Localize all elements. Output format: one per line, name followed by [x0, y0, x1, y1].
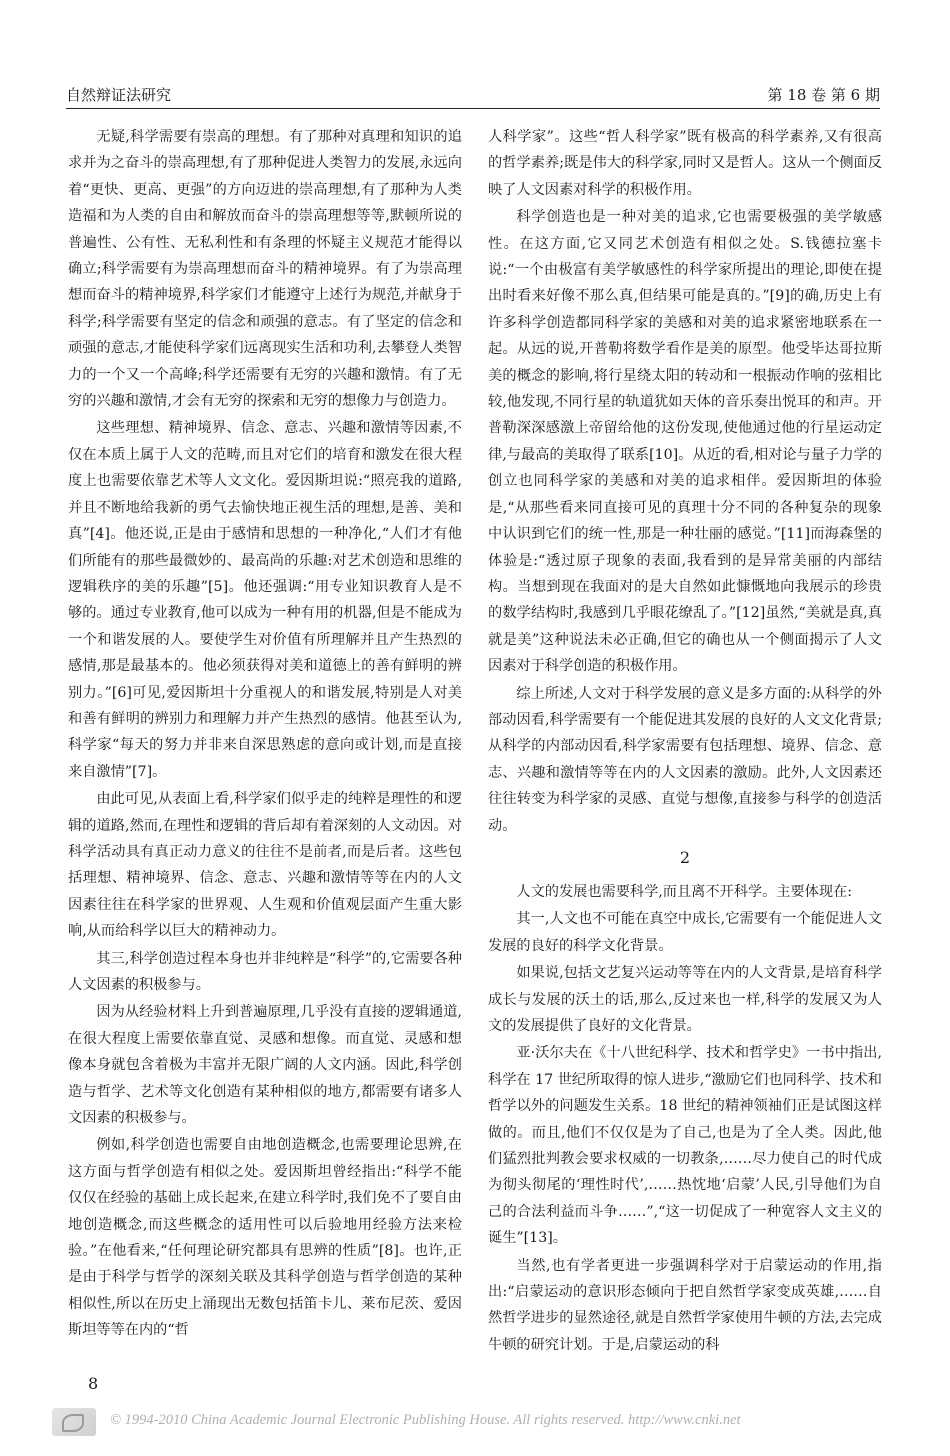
footer	[52, 1406, 912, 1438]
paragraph: 科学创造也是一种对美的追求,它也需要极强的美学敏感性。在这方面,它又同艺术创造有相似之处。S.钱德拉塞卡说:“一个由极富有美学敏感性的科学家所提出的理论,即使在提出时看来好像不那么真,但结果可能是真的。”[9]的确,历史上有许多科学创造都同科学家的美感和对美的追求紧密地联系在一起。从远的说,开普勒将数学看作是美的原型。他受毕达哥拉斯美的概念的影响,将行星绕太阳的转动和一根振动作响的弦相比较,他发现,不同行星的轨道犹如天体的音乐奏出悦耳的和声。开普勒深深感激上帝留给他的这份发现,使他通过他的行星运动定律,与最高的美取得了联系[10]。从近的看,相对论与量子力学的创立也同科学家的美感和对美的追求相伴。爱因斯坦的体验是,“从那些看来同直接可见的真理十分不同的各种复杂的现象中认识到它们的统一性,那是一种壮丽的感觉。”[11]而海森堡的体验是:“透过原子现象的表面,我看到的是异常美丽的内部结构。当想到现在我面对的是大自然如此慷慨地向我展示的珍贵的数学结构时,我感到几乎眼花缭乱了。”[12]虽然,“美就是真,真就是美”这种说法未必正确,但它的确也从一个侧面揭示了人文因素对于科学创造的积极作用。	[488, 209, 882, 675]
paragraph: 当然,也有学者更进一步强调科学对于启蒙运动的作用,指出:“启蒙运动的意识形态倾向于把自然哲学家变成英雄,……自然哲学进步的显然途径,就是自然哲学家使用牛顿的方法,去完成牛顿的研究计划。于是,启蒙运动的科	[488, 1257, 882, 1353]
copyright-notice: © 1994-2010 China Academic Journal Electronic Publishing House. All rights reserved. http://www.cnki.net	[110, 1412, 741, 1428]
paragraph: 例如,科学创造也需要自由地创造概念,也需要理论思辨,在这方面与哲学创造有相似之处。爱因斯坦曾经指出:“科学不能仅仅在经验的基础上成长起来,在建立科学时,我们免不了要自由地创造概念,而这些概念的适用性可以后验地用经验方法来检验。”在他看来,“任何理论研究都具有思辨的性质”[8]。也许,正是由于科学与哲学的深刻关联及其科学创造与哲学创造的某种相似性,所以在历史上涌现出无数包括笛卡儿、莱布尼茨、爱因斯坦等等在内的“哲	[68, 1137, 462, 1339]
paragraph: 无疑,科学需要有崇高的理想。有了那种对真理和知识的追求并为之奋斗的崇高理想,有了那种促进人类智力的发展,永远向着“更快、更高、更强”的方向迈进的崇高理想,有了那种为人类造福和为人类的自由和解放而奋斗的崇高理想等等,默顿所说的普遍性、公有性、无私利性和有条理的怀疑主义规范才能得以确立;科学需要有为崇高理想而奋斗的精神境界。有了为崇高理想而奋斗的精神境界,科学家们才能遵守上述行为规范,并献身于科学;科学需要有坚定的信念和顽强的意志。有了坚定的信念和顽强的意志,才能使科学家们远离现实生活和功利,去攀登人类智力的一个又一个高峰;科学还需要有无穷的兴趣和激情。有了无穷的兴趣和激情,才会有无穷的探索和无穷的想像力与创造力。	[68, 129, 462, 410]
running-header	[66, 84, 880, 109]
paragraph: 综上所述,人文对于科学发展的意义是多方面的:从科学的外部动因看,科学需要有一个能促进其发展的良好的人文文化背景;从科学的内部动因看,科学家需要有包括理想、境界、信念、意志、兴趣和激情等等在内的人文因素的激励。此外,人文因素还往往转变为科学家的灵感、直觉与想像,直接参与科学的创造活动。	[488, 685, 882, 834]
paragraph: 由此可见,从表面上看,科学家们似乎走的纯粹是理性的和逻辑的道路,然而,在理性和逻辑的背后却有着深刻的人文动因。对科学活动具有真正动力意义的往往不是前者,而是后者。这些包括理想、精神境界、信念、意志、兴趣和激情等等在内的人文因素往往在科学家的世界观、人生观和价值观层面产生重大影响,从而给科学以巨大的精神动力。	[68, 791, 462, 940]
paragraph: 其一,人文也不可能在真空中成长,它需要有一个能促进人文发展的良好的科学文化背景。	[488, 911, 882, 954]
issue-info: 第 18 卷 第 6 期	[767, 86, 880, 104]
cnki-logo-icon	[52, 1408, 96, 1436]
paragraph: 其三,科学创造过程本身也并非纯粹是“科学”的,它需要各种人文因素的积极参与。	[68, 950, 462, 993]
page-number: 8	[88, 1374, 99, 1393]
paragraph: 亚·沃尔夫在《十八世纪科学、技术和哲学史》一书中指出,科学在 17 世纪所取得的惊人进步,“激励它们也同科学、技术和哲学以外的问题发生关系。18 世纪的精神领袖们正是试图这样做的。而且,他们不仅仅是为了自己,也是为了全人类。因此,他们猛烈批判教会要求权威的一切教条,……尽力使自己的时代成为彻头彻尾的‘理性时代’,……热忱地‘启蒙’人民,引导他们为自己的合法利益而斗争……”,“这一切促成了一种宽容人文主义的诞生”[13]。	[488, 1045, 882, 1247]
paragraph: 因为从经验材料上升到普遍原理,几乎没有直接的逻辑通道,在很大程度上需要依靠直觉、灵感和想像。而直觉、灵感和想像本身就包含着极为丰富并无限广阔的人文内涵。因此,科学创造与哲学、艺术等文化创造有某种相似的地方,都需要有诸多人文因素的积极参与。	[68, 1004, 462, 1127]
paragraph: 如果说,包括文艺复兴运动等等在内的人文背景,是培育科学成长与发展的沃土的话,那么,反过来也一样,科学的发展又为人文的发展提供了良好的文化背景。	[488, 965, 882, 1034]
paragraph: 人科学家”。这些“哲人科学家”既有极高的科学素养,又有很高的哲学素养;既是伟大的科学家,同时又是哲人。这从一个侧面反映了人文因素对科学的积极作用。	[488, 129, 882, 198]
left-column	[68, 124, 462, 1345]
journal-title: 自然辩证法研究	[66, 86, 172, 104]
paragraph: 人文的发展也需要科学,而且离不开科学。主要体现在:	[516, 883, 852, 900]
paragraph: 这些理想、精神境界、信念、意志、兴趣和激情等因素,不仅在本质上属于人文的范畴,而且对它们的培育和激发在很大程度上也需要依靠艺术等人文文化。爱因斯坦说:“照亮我的道路,并且不断地给我新的勇气去愉快地正视生活的理想,是善、美和真”[4]。他还说,正是由于感情和思想的一种净化,“人们才有他们所能有的那些最微妙的、最高尚的乐趣:对艺术创造和思维的逻辑秩序的美的乐趣”[5]。他还强调:“用专业知识教育人是不够的。通过专业教育,他可以成为一种有用的机器,但是不能成为一个和谐发展的人。要使学生对价值有所理解并且产生热烈的感情,那是最基本的。他必须获得对美和道德上的善有鲜明的辨别力。”[6]可见,爱因斯坦十分重视人的和谐发展,特别是人对美和善有鲜明的辨别力和理解力并产生热烈的感情。他甚至认为,科学家“每天的努力并非来自深思熟虑的意向或计划,而是直接来自激情”[7]。	[68, 420, 462, 780]
section-heading: 2	[679, 847, 691, 867]
right-column	[488, 124, 882, 1359]
